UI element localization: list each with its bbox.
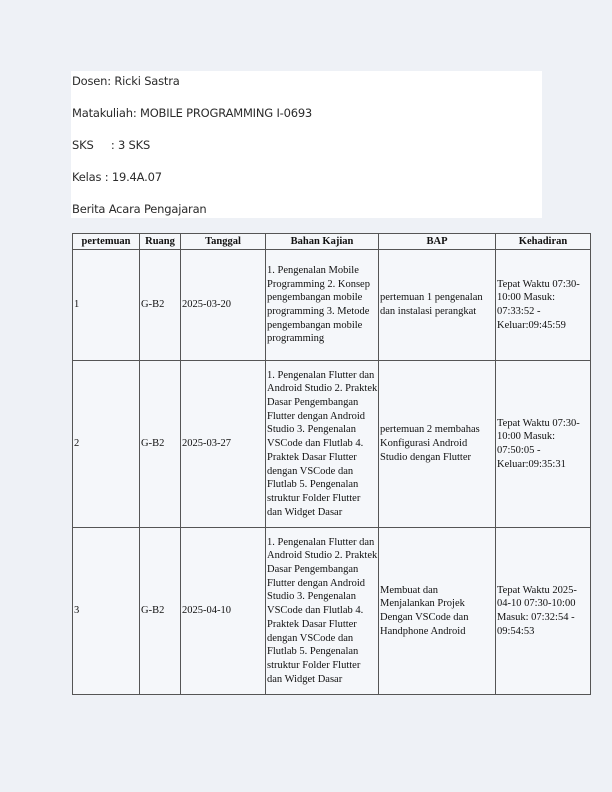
cell-bap: Membuat dan Menjalankan Projek Dengan VSCode dan Handphone Android: [379, 528, 496, 695]
column-header-ruang: Ruang: [140, 234, 181, 250]
column-header-tanggal: Tanggal: [181, 234, 266, 250]
section-title: Berita Acara Pengajaran: [72, 202, 207, 216]
cell-pertemuan: 3: [73, 528, 140, 695]
column-header-kehadiran: Kehadiran: [496, 234, 591, 250]
course-info-block: [71, 71, 542, 218]
teaching-record-table: [72, 233, 591, 695]
column-header-bahan-kajian: Bahan Kajian: [266, 234, 379, 250]
course-name: Matakuliah: MOBILE PROGRAMMING I-0693: [72, 106, 313, 120]
class-code: Kelas : 19.4A.07: [72, 170, 162, 184]
cell-ruang: G-B2: [140, 528, 181, 695]
table-row: [73, 250, 591, 361]
cell-pertemuan: 1: [73, 250, 140, 361]
table-header-row: [73, 234, 591, 250]
column-header-bap: BAP: [379, 234, 496, 250]
cell-ruang: G-B2: [140, 361, 181, 528]
table-row: [73, 528, 591, 695]
cell-bahan-kajian: 1. Pengenalan Flutter dan Android Studio 2. Praktek Dasar Pengembangan Flutter dengan Android Studio 3. Pengenalan VSCode dan Flutlab 4. Praktek Dasar Flutter dengan VSCode dan Flutlab 5. Pengenalan struktur Folder Flutter dan Widget Dasar: [266, 361, 379, 528]
cell-ruang: G-B2: [140, 250, 181, 361]
cell-kehadiran: Tepat Waktu 07:30-10:00 Masuk: 07:33:52 - Keluar:09:45:59: [496, 250, 591, 361]
cell-pertemuan: 2: [73, 361, 140, 528]
cell-bap: pertemuan 1 pengenalan dan instalasi perangkat: [379, 250, 496, 361]
cell-tanggal: 2025-03-27: [181, 361, 266, 528]
cell-kehadiran: Tepat Waktu 07:30-10:00 Masuk: 07:50:05 - Keluar:09:35:31: [496, 361, 591, 528]
cell-bap: pertemuan 2 membahas Konfigurasi Android Studio dengan Flutter: [379, 361, 496, 528]
cell-bahan-kajian: 1. Pengenalan Mobile Programming 2. Konsep pengembangan mobile programming 3. Metode pengembangan mobile programming: [266, 250, 379, 361]
lecturer-name: Dosen: Ricki Sastra: [72, 74, 180, 88]
table-row: [73, 361, 591, 528]
cell-kehadiran: Tepat Waktu 2025-04-10 07:30-10:00 Masuk: 07:32:54 - 09:54:53: [496, 528, 591, 695]
column-header-pertemuan: pertemuan: [73, 234, 140, 250]
cell-tanggal: 2025-04-10: [181, 528, 266, 695]
cell-tanggal: 2025-03-20: [181, 250, 266, 361]
cell-bahan-kajian: 1. Pengenalan Flutter dan Android Studio 2. Praktek Dasar Pengembangan Flutter dengan Android Studio 3. Pengenalan VSCode dan Flutlab 4. Praktek Dasar Flutter dengan VSCode dan Flutlab 5. Pengenalan struktur Folder Flutter dan Widget Dasar: [266, 528, 379, 695]
credit-units: SKS : 3 SKS: [72, 138, 151, 152]
